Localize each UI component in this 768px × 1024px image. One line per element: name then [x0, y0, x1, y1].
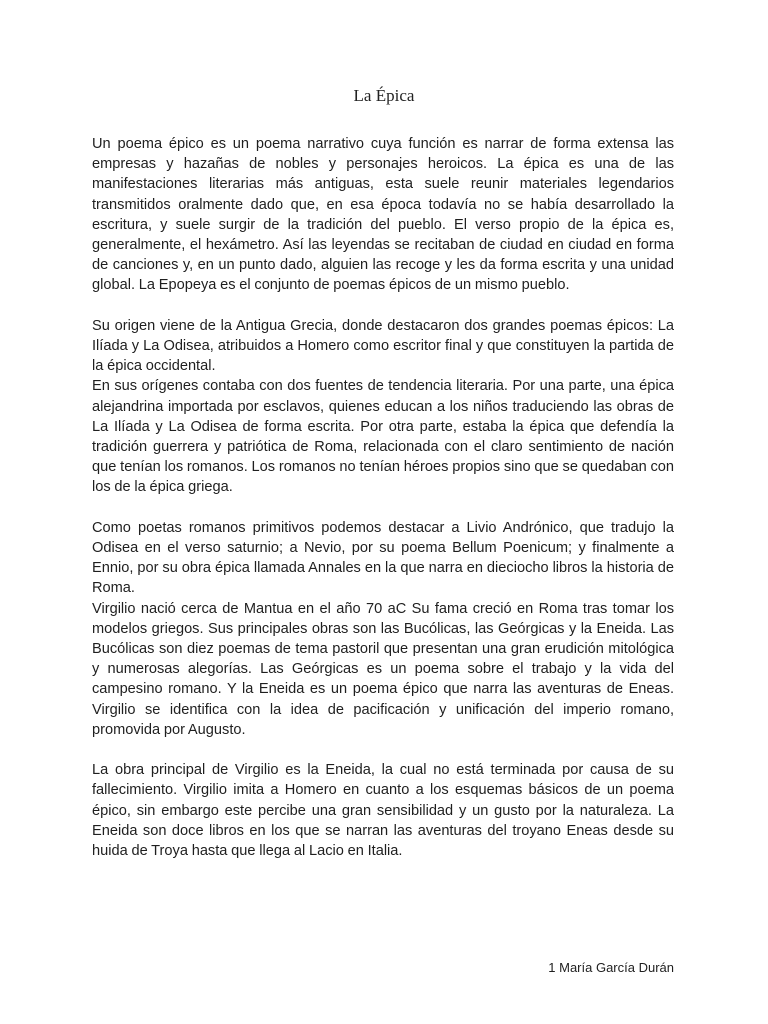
paragraph-eneida: La obra principal de Virgilio es la Eneida, la cual no está terminada por causa de su fallecimiento. Virgilio imita a Homero en cuanto a los esquemas básicos de un poema épico, sin embargo este percibe una gran sensibilidad y un gusto por la naturaleza. La Eneida son doce libros en los que se narran las aventuras del troyano Eneas desde su huida de Troya hasta que llega al Lacio en Italia. — [92, 762, 674, 860]
page-footer: 1 María García Durán — [548, 960, 674, 975]
paragraph-sources: En sus orígenes contaba con dos fuentes de tendencia literaria. Por una parte, una épica alejandrina importada por esclavos, quienes educan a los niños traduciendo las obras de La Ilíada y La Odisea de forma escrita. Por otra parte, estaba la épica que defendía la tradición guerrera y patriótica de Roma, relacionada con el claro sentimiento de nación que tenían los romanos. Los romanos no tenían héroes propios sino que se quedaban con los de la épica griega. — [92, 378, 674, 496]
document-body — [92, 134, 674, 861]
paragraph-origin: Su origen viene de la Antigua Grecia, donde destacaron dos grandes poemas épicos: La Ilíada y La Odisea, atribuidos a Homero como escritor final y que constituyen la partida de la épica occidental. — [92, 317, 674, 375]
paragraph-roman-poets: Como poetas romanos primitivos podemos destacar a Livio Andrónico, que tradujo la Odisea en el verso saturnio; a Nevio, por su poema Bellum Poenicum; y finalmente a Ennio, por su obra épica llamada Annales en la que narra en dieciocho libros la historia de Roma. — [92, 519, 674, 597]
paragraph-virgilio: Virgilio nació cerca de Mantua en el año 70 aC Su fama creció en Roma tras tomar los modelos griegos. Sus principales obras son las Bucólicas, las Geórgicas y la Eneida. Las Bucólicas son diez poemas de tema pastoril que presentan una gran erudición mitológica y numerosas alegorías. Las Geórgicas es un poema sobre el trabajo y la vida del campesino romano. Y la Eneida es un poema épico que narra las aventuras de Eneas. Virgilio se identifica con la idea de pacificación y unificación del imperio romano, promovida por Augusto. — [92, 600, 674, 738]
paragraph-definition: Un poema épico es un poema narrativo cuya función es narrar de forma extensa las empresas y hazañas de nobles y personajes heroicos. La épica es una de las manifestaciones literarias más antiguas, esta suele reunir materiales legendarios transmitidos oralmente dado que, en esa época todavía no se había desarrollado la escritura, y suele surgir de la tradición del pueblo. El verso propio de la épica es, generalmente, el hexámetro. Así las leyendas se recitaban de ciudad en ciudad en forma de canciones y, en un punto dado, alguien las recoge y les da forma escrita y una unidad global. La Epopeya es el conjunto de poemas épicos de un mismo pueblo. — [92, 136, 674, 294]
document-title: La Épica — [353, 86, 415, 105]
